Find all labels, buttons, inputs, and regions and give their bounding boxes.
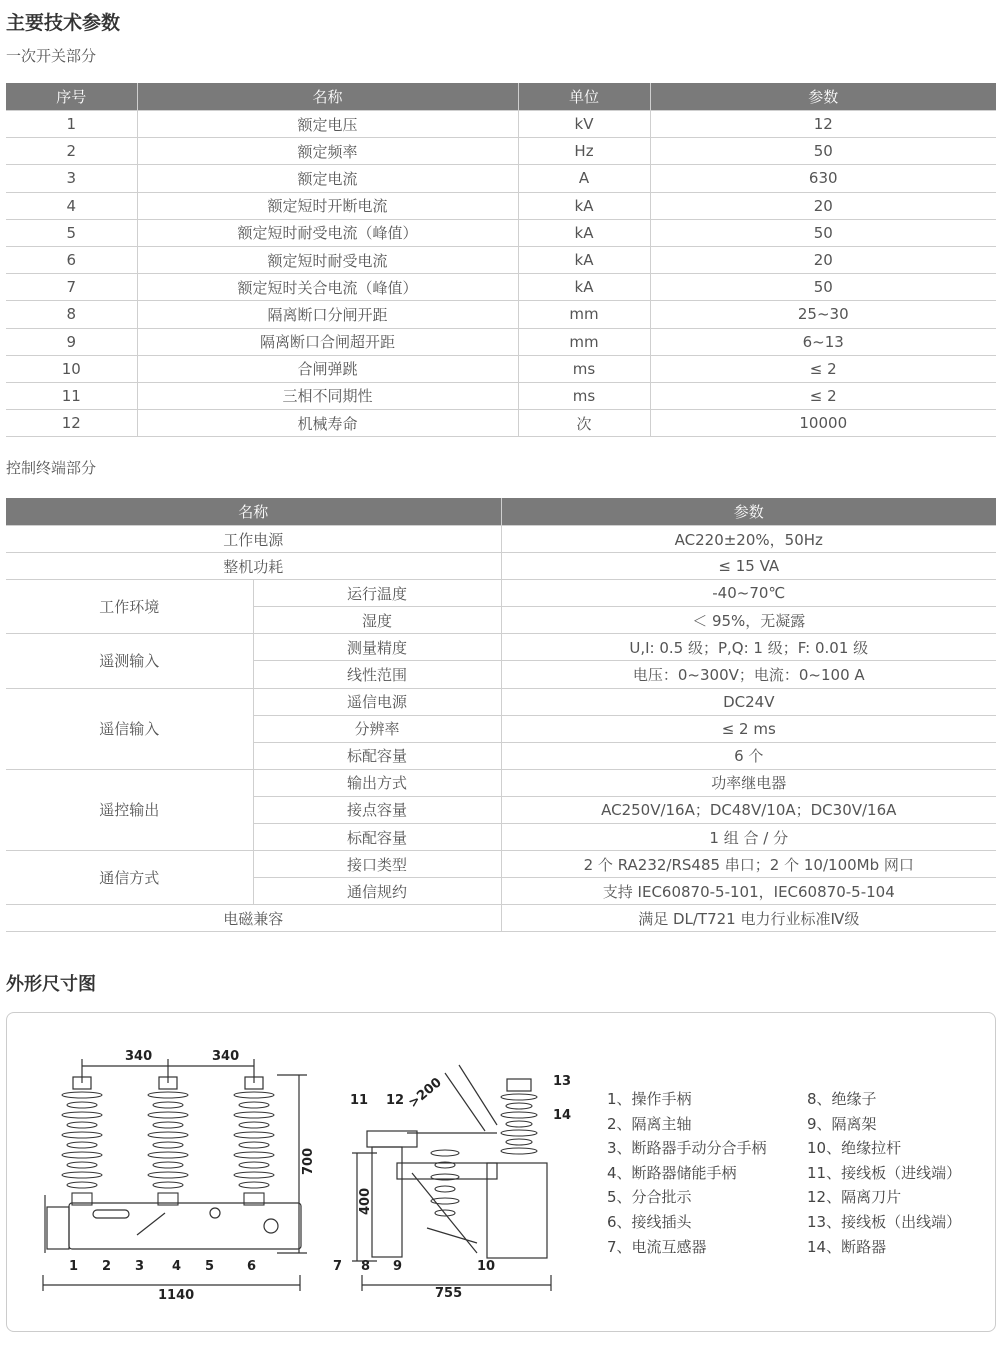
legend-item: 1、操作手柄 (607, 1090, 692, 1108)
legend-item: 4、断路器储能手柄 (607, 1163, 737, 1182)
group-name-cell: 电磁兼容 (6, 905, 501, 932)
table-row (6, 769, 996, 796)
dimension-section-title: 外形尺寸图 (6, 974, 96, 995)
table-cell: 额定短时耐受电流 (137, 246, 518, 273)
header-cell: 序号 (6, 83, 137, 111)
table-cell: 合闸弹跳 (137, 355, 518, 382)
table-cell: 6~13 (650, 328, 996, 355)
legend-left (607, 1087, 767, 1259)
table-row (6, 328, 996, 355)
table-cell: 1 (6, 111, 137, 138)
group-name-cell: 遥信输入 (6, 688, 253, 769)
table-cell: 额定短时耐受电流（峰值） (137, 219, 518, 246)
primary-switch-table (6, 83, 996, 437)
value-cell: ≤ 2 ms (501, 715, 996, 742)
table-row (6, 355, 996, 382)
item-name-cell: 接口类型 (253, 851, 501, 878)
legend-right (807, 1087, 961, 1259)
table-cell: 12 (650, 111, 996, 138)
legend-item: 6、接线插头 (607, 1212, 692, 1231)
table-cell: 额定短时关合电流（峰值） (137, 274, 518, 301)
item-name-cell: 接点容量 (253, 796, 501, 823)
header-cell: 名称 (137, 83, 518, 111)
dim-side-angle: >200 (405, 1075, 445, 1112)
table-cell: 额定电流 (137, 165, 518, 192)
table-row (6, 111, 996, 138)
table-row (6, 274, 996, 301)
value-cell: 1 组 合 / 分 (501, 824, 996, 851)
callout-4: 4 (172, 1259, 182, 1274)
table-cell: 4 (6, 192, 137, 219)
dimension-diagram-panel (6, 1012, 996, 1332)
value-cell: U,I: 0.5 级；P,Q: 1 级；F: 0.01 级 (501, 634, 996, 661)
item-name-cell: 湿度 (253, 607, 501, 634)
legend-item: 2、隔离主轴 (607, 1114, 692, 1133)
table-cell: ≤ 2 (650, 382, 996, 409)
item-name-cell: 测量精度 (253, 634, 501, 661)
value-cell: 6 个 (501, 742, 996, 769)
callout-8: 8 (361, 1259, 371, 1274)
table-cell: 10000 (650, 410, 996, 437)
table-row (6, 851, 996, 878)
callout-11: 11 (350, 1093, 369, 1108)
dim-front-width: 1140 (158, 1288, 195, 1303)
table-cell: kV (518, 111, 650, 138)
control-terminal-table (6, 498, 996, 932)
table-row (6, 905, 996, 932)
value-cell: 2 个 RA232/RS485 串口；2 个 10/100Mb 网口 (501, 851, 996, 878)
table-cell: mm (518, 328, 650, 355)
front-callouts (69, 1259, 256, 1274)
callout-12: 12 (386, 1093, 405, 1108)
callout-3: 3 (135, 1259, 145, 1274)
item-name-cell: 分辨率 (253, 715, 501, 742)
value-cell: AC220±20%，50Hz (501, 526, 996, 553)
legend-item: 13、接线板（出线端） (807, 1212, 962, 1231)
callout-2: 2 (102, 1259, 112, 1274)
legend-item: 7、电流互感器 (607, 1237, 707, 1256)
table-cell: 隔离断口合闸超开距 (137, 328, 518, 355)
legend-item: 11、接线板（进线端） (807, 1163, 962, 1182)
legend-item: 10、绝缘拉杆 (807, 1139, 902, 1158)
value-cell: DC24V (501, 688, 996, 715)
dim-side-height: 400 (358, 1187, 373, 1215)
item-name-cell: 运行温度 (253, 580, 501, 607)
front-view (43, 1059, 307, 1291)
table-cell: kA (518, 246, 650, 273)
table-cell: ≤ 2 (650, 355, 996, 382)
table-cell: 20 (650, 246, 996, 273)
dim-spacing-1: 340 (125, 1049, 153, 1064)
value-cell: ≤ 15 VA (501, 553, 996, 580)
table-cell: 20 (650, 192, 996, 219)
callout-9: 9 (393, 1259, 403, 1274)
table-cell: 额定短时开断电流 (137, 192, 518, 219)
table-cell: 6 (6, 246, 137, 273)
header-cell: 参数 (501, 498, 996, 526)
callout-10: 10 (477, 1259, 496, 1274)
item-name-cell: 标配容量 (253, 824, 501, 851)
table-row (6, 410, 996, 437)
table-cell: A (518, 165, 650, 192)
section2-subtitle: 控制终端部分 (6, 459, 97, 477)
table-row (6, 192, 996, 219)
value-cell: -40~70℃ (501, 580, 996, 607)
legend-item: 5、分合批示 (607, 1188, 692, 1207)
callout-1: 1 (69, 1259, 79, 1274)
value-cell: AC250V/16A；DC48V/10A；DC30V/16A (501, 796, 996, 823)
group-name-cell: 遥控输出 (6, 769, 253, 850)
table-row (6, 382, 996, 409)
table-cell: ms (518, 355, 650, 382)
table-row (6, 526, 996, 553)
callout-6: 6 (247, 1259, 257, 1274)
table-cell: 次 (518, 410, 650, 437)
table-cell: 额定电压 (137, 111, 518, 138)
table-cell: 8 (6, 301, 137, 328)
legend-item: 3、断路器手动分合手柄 (607, 1139, 767, 1158)
group-name-cell: 遥测输入 (6, 634, 253, 688)
table-header-row (6, 498, 996, 526)
table-cell: 机械寿命 (137, 410, 518, 437)
table-cell: ms (518, 382, 650, 409)
table-cell: 三相不同期性 (137, 382, 518, 409)
item-name-cell: 输出方式 (253, 769, 501, 796)
table-cell: 25~30 (650, 301, 996, 328)
table-row (6, 553, 996, 580)
table-cell: Hz (518, 138, 650, 165)
table-cell: 隔离断口分闸开距 (137, 301, 518, 328)
header-cell: 参数 (650, 83, 996, 111)
table-cell: kA (518, 219, 650, 246)
table-row (6, 634, 996, 661)
insulator-ribs (62, 1092, 274, 1205)
group-name-cell: 工作环境 (6, 580, 253, 634)
item-name-cell: 线性范围 (253, 661, 501, 688)
header-cell: 单位 (518, 83, 650, 111)
table-header-row (6, 83, 996, 111)
table-cell: 50 (650, 274, 996, 301)
header-cell: 名称 (6, 498, 501, 526)
dim-side-width: 755 (435, 1286, 463, 1301)
legend-item: 8、绝缘子 (807, 1090, 877, 1108)
value-cell: 支持 IEC60870-5-101，IEC60870-5-104 (501, 878, 996, 905)
dim-front-height: 700 (301, 1147, 316, 1175)
item-name-cell: 遥信电源 (253, 688, 501, 715)
value-cell: 功率继电器 (501, 769, 996, 796)
table-cell: 11 (6, 382, 137, 409)
side-view (352, 1065, 551, 1291)
callout-14: 14 (553, 1108, 572, 1123)
table-cell: 3 (6, 165, 137, 192)
callout-7: 7 (333, 1259, 343, 1274)
callout-5: 5 (205, 1259, 215, 1274)
item-name-cell: 通信规约 (253, 878, 501, 905)
table-cell: mm (518, 301, 650, 328)
side-insulator-ribs (431, 1094, 537, 1216)
table-cell: 2 (6, 138, 137, 165)
table-row (6, 219, 996, 246)
value-cell: ＜ 95%，无凝露 (501, 607, 996, 634)
legend-item: 14、断路器 (807, 1237, 887, 1256)
group-name-cell: 工作电源 (6, 526, 501, 553)
table-cell: 额定频率 (137, 138, 518, 165)
dim-spacing-2: 340 (212, 1049, 240, 1064)
callout-13: 13 (553, 1074, 572, 1089)
table-row (6, 138, 996, 165)
group-name-cell: 通信方式 (6, 851, 253, 905)
legend-item: 12、隔离刀片 (807, 1188, 902, 1207)
page-title: 主要技术参数 (6, 12, 121, 34)
table-row (6, 688, 996, 715)
value-cell: 电压：0~300V；电流：0~100 A (501, 661, 996, 688)
item-name-cell: 标配容量 (253, 742, 501, 769)
value-cell: 满足 DL/T721 电力行业标准Ⅳ级 (501, 905, 996, 932)
legend-item: 9、隔离架 (807, 1114, 877, 1133)
table-cell: 10 (6, 355, 137, 382)
group-name-cell: 整机功耗 (6, 553, 501, 580)
table-row (6, 246, 996, 273)
table-cell: kA (518, 192, 650, 219)
table-cell: 50 (650, 138, 996, 165)
table-row (6, 580, 996, 607)
table-cell: 50 (650, 219, 996, 246)
table-row (6, 301, 996, 328)
section1-subtitle: 一次开关部分 (6, 47, 97, 65)
table-cell: 630 (650, 165, 996, 192)
table-cell: 9 (6, 328, 137, 355)
table-row (6, 165, 996, 192)
table-cell: 12 (6, 410, 137, 437)
table-cell: 5 (6, 219, 137, 246)
table-cell: 7 (6, 274, 137, 301)
table-cell: kA (518, 274, 650, 301)
